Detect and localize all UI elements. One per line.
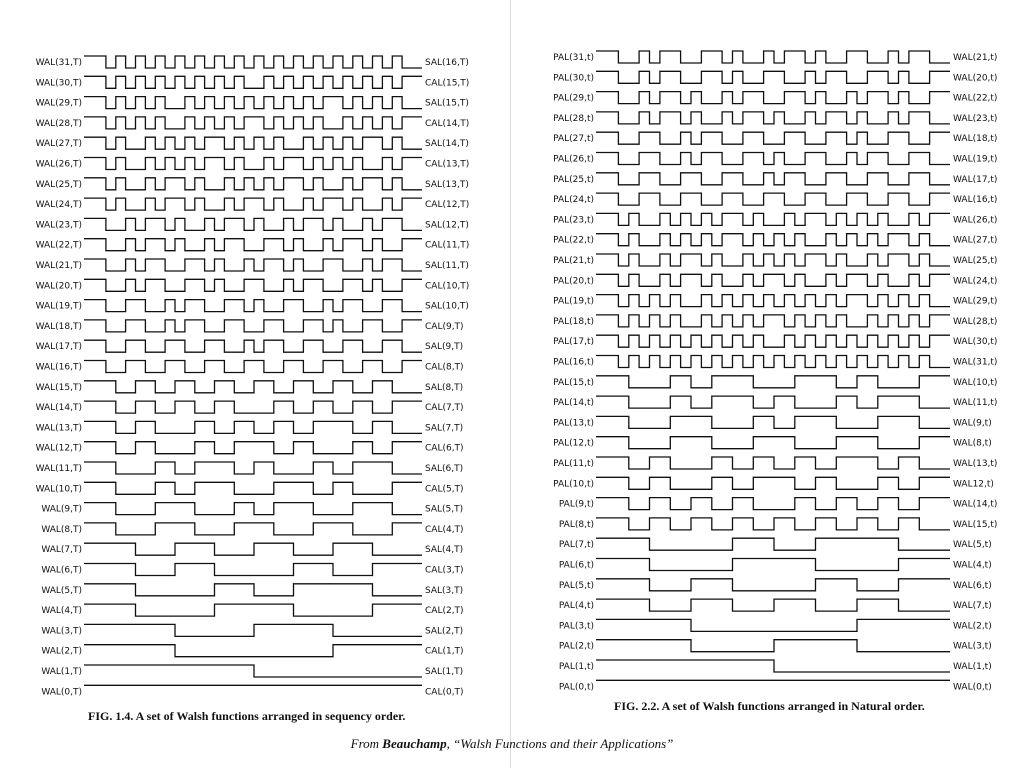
right-function-label: CAL(6,T) bbox=[425, 443, 464, 454]
left-function-label: WAL(11,T) bbox=[35, 464, 82, 474]
left-function-label: WAL(20,T) bbox=[35, 281, 82, 292]
left-function-label: WAL(2,T) bbox=[41, 646, 82, 657]
right-function-label: SAL(15,T) bbox=[425, 98, 469, 109]
right-function-label: WAL(18,t) bbox=[953, 134, 998, 145]
right-function-label: CAL(8,T) bbox=[425, 362, 464, 373]
left-function-label: PAL(16,t) bbox=[553, 357, 594, 368]
right-function-label: WAL(23,t) bbox=[953, 113, 998, 124]
left-function-label: WAL(29,T) bbox=[35, 98, 82, 109]
walsh-wave bbox=[84, 665, 422, 677]
right-function-label: WAL(2,t) bbox=[953, 621, 992, 632]
caption-natural-order bbox=[614, 699, 925, 714]
walsh-wave bbox=[84, 543, 422, 555]
left-function-label: WAL(15,T) bbox=[35, 382, 82, 393]
right-function-label: SAL(11,T) bbox=[425, 261, 469, 271]
walsh-wave bbox=[84, 442, 422, 454]
walsh-wave bbox=[84, 300, 422, 312]
left-function-label: WAL(13,T) bbox=[35, 423, 82, 434]
right-function-label: WAL(9,t) bbox=[953, 418, 992, 429]
left-function-label: PAL(27,t) bbox=[553, 134, 594, 145]
left-function-label: WAL(14,T) bbox=[35, 403, 82, 414]
right-function-label: CAL(0,T) bbox=[425, 687, 464, 698]
left-function-label: PAL(10,t) bbox=[553, 479, 594, 490]
walsh-wave bbox=[84, 624, 422, 636]
left-function-label: PAL(21,t) bbox=[553, 256, 594, 266]
walsh-wave bbox=[596, 213, 950, 225]
right-function-label: SAL(12,T) bbox=[425, 220, 469, 231]
walsh-wave bbox=[596, 132, 950, 144]
walsh-wave bbox=[596, 416, 950, 428]
left-function-label: WAL(27,T) bbox=[35, 139, 82, 150]
left-function-label: PAL(14,t) bbox=[553, 398, 594, 409]
left-function-label: PAL(23,t) bbox=[553, 215, 594, 226]
right-function-label: WAL(26,t) bbox=[953, 215, 998, 226]
walsh-wave bbox=[84, 584, 422, 596]
right-function-label: WAL(8,t) bbox=[953, 438, 992, 449]
right-function-label: CAL(3,T) bbox=[425, 565, 464, 576]
right-function-label: CAL(14,T) bbox=[425, 118, 470, 129]
right-function-label: SAL(4,T) bbox=[425, 545, 464, 556]
walsh-wave bbox=[596, 437, 950, 449]
left-function-label: WAL(24,T) bbox=[35, 200, 82, 211]
right-function-label: CAL(2,T) bbox=[425, 606, 464, 617]
left-function-label: WAL(22,T) bbox=[35, 240, 82, 251]
left-function-label: PAL(3,t) bbox=[558, 621, 594, 632]
left-function-label: WAL(26,T) bbox=[35, 159, 82, 170]
left-function-label: PAL(1,t) bbox=[558, 662, 594, 672]
right-function-label: WAL(11,t) bbox=[953, 398, 998, 409]
credit-title: , “Walsh Functions and their Applications” bbox=[446, 736, 674, 751]
left-function-label: WAL(21,T) bbox=[35, 261, 82, 271]
walsh-wave bbox=[84, 381, 422, 393]
left-function-label: PAL(2,t) bbox=[558, 641, 594, 652]
caption-text: A set of Walsh functions arranged in Natural order. bbox=[659, 699, 925, 713]
walsh-wave bbox=[596, 71, 950, 83]
walsh-wave bbox=[84, 340, 422, 352]
walsh-wave bbox=[84, 421, 422, 433]
walsh-wave bbox=[596, 538, 950, 550]
walsh-wave bbox=[596, 254, 950, 266]
walsh-wave bbox=[84, 239, 422, 251]
right-function-label: CAL(10,T) bbox=[425, 281, 470, 292]
walsh-wave bbox=[596, 295, 950, 307]
right-function-label: WAL(17,t) bbox=[953, 174, 998, 185]
walsh-wave bbox=[84, 259, 422, 271]
left-function-label: PAL(19,t) bbox=[553, 296, 594, 307]
left-function-label: WAL(3,T) bbox=[41, 626, 82, 637]
right-function-label: WAL(27,t) bbox=[953, 235, 998, 246]
walsh-wave bbox=[84, 482, 422, 494]
credit-author: Beauchamp bbox=[382, 736, 447, 751]
right-function-label: SAL(6,T) bbox=[425, 464, 464, 474]
right-function-label: SAL(2,T) bbox=[425, 626, 464, 637]
walsh-wave bbox=[84, 462, 422, 474]
right-function-label: WAL(13,t) bbox=[953, 459, 998, 469]
right-function-label: WAL(0,t) bbox=[953, 682, 992, 693]
walsh-wave bbox=[84, 645, 422, 657]
left-function-label: WAL(7,T) bbox=[41, 545, 82, 556]
left-function-label: WAL(23,T) bbox=[35, 220, 82, 231]
left-function-label: PAL(25,t) bbox=[553, 174, 594, 185]
left-function-label: WAL(16,T) bbox=[35, 362, 82, 373]
walsh-wave bbox=[596, 396, 950, 408]
right-function-label: WAL(4,t) bbox=[953, 560, 992, 571]
right-function-label: CAL(13,T) bbox=[425, 159, 470, 170]
source-credit bbox=[0, 736, 1024, 752]
right-function-label: WAL(1,t) bbox=[953, 662, 992, 672]
walsh-wave bbox=[84, 97, 422, 109]
right-function-label: SAL(13,T) bbox=[425, 179, 469, 190]
left-function-label: WAL(8,T) bbox=[41, 524, 82, 535]
walsh-wave bbox=[84, 56, 422, 68]
walsh-wave bbox=[596, 356, 950, 368]
left-function-label: PAL(0,t) bbox=[558, 682, 594, 693]
right-function-label: CAL(15,T) bbox=[425, 78, 470, 89]
left-function-label: PAL(8,t) bbox=[558, 519, 594, 530]
walsh-wave bbox=[596, 599, 950, 611]
walsh-wave bbox=[596, 376, 950, 388]
right-function-label: WAL(30,t) bbox=[953, 337, 998, 348]
left-function-label: WAL(5,T) bbox=[41, 585, 82, 596]
walsh-wave bbox=[84, 76, 422, 88]
right-function-label: CAL(1,T) bbox=[425, 646, 464, 657]
right-function-label: WAL(20,t) bbox=[953, 73, 998, 84]
right-function-label: WAL(10,t) bbox=[953, 377, 998, 388]
left-function-label: PAL(13,t) bbox=[553, 418, 594, 429]
right-function-label: SAL(14,T) bbox=[425, 139, 469, 150]
left-function-label: PAL(22,t) bbox=[553, 235, 594, 246]
right-function-label: CAL(5,T) bbox=[425, 484, 464, 495]
right-function-label: WAL(16,t) bbox=[953, 195, 998, 206]
left-function-label: PAL(4,t) bbox=[558, 601, 594, 612]
walsh-wave bbox=[84, 503, 422, 515]
right-function-label: WAL(3,t) bbox=[953, 641, 992, 652]
right-function-label: WAL(22,t) bbox=[953, 93, 998, 104]
walsh-wave bbox=[596, 315, 950, 327]
right-function-label: WAL(29,t) bbox=[953, 296, 998, 307]
caption-fig-number: FIG. 2.2. bbox=[614, 699, 660, 713]
caption-text: A set of Walsh functions arranged in sequency order. bbox=[133, 709, 406, 723]
left-function-label: PAL(31,t) bbox=[553, 53, 594, 63]
right-function-label: SAL(8,T) bbox=[425, 382, 464, 393]
left-function-label: WAL(17,T) bbox=[35, 342, 82, 353]
left-function-label: WAL(31,T) bbox=[35, 58, 82, 68]
right-function-label: CAL(7,T) bbox=[425, 403, 464, 414]
credit-from: From bbox=[350, 736, 383, 751]
walsh-wave bbox=[84, 117, 422, 129]
left-function-label: PAL(12,t) bbox=[553, 438, 594, 449]
walsh-wave bbox=[596, 498, 950, 510]
walsh-wave bbox=[596, 51, 950, 63]
right-function-label: WAL(15,t) bbox=[953, 519, 998, 530]
left-function-label: WAL(6,T) bbox=[41, 565, 82, 576]
left-function-label: PAL(26,t) bbox=[553, 154, 594, 165]
right-function-label: CAL(4,T) bbox=[425, 524, 464, 535]
left-function-label: PAL(5,t) bbox=[558, 580, 594, 591]
walsh-wave bbox=[596, 640, 950, 652]
right-function-label: WAL(14,t) bbox=[953, 499, 998, 510]
walsh-wave bbox=[596, 92, 950, 104]
left-function-label: PAL(15,t) bbox=[553, 377, 594, 388]
right-function-label: WAL(28,t) bbox=[953, 316, 998, 327]
walsh-wave bbox=[84, 137, 422, 149]
walsh-wave bbox=[596, 274, 950, 286]
walsh-wave bbox=[596, 619, 950, 631]
left-function-label: PAL(6,t) bbox=[558, 560, 594, 571]
left-function-label: PAL(18,t) bbox=[553, 316, 594, 327]
right-function-label: SAL(16,T) bbox=[425, 58, 469, 68]
walsh-wave bbox=[84, 564, 422, 576]
right-function-label: SAL(3,T) bbox=[425, 585, 464, 596]
walsh-wave bbox=[84, 604, 422, 616]
right-function-label: CAL(9,T) bbox=[425, 321, 464, 332]
walsh-wave bbox=[84, 401, 422, 413]
left-function-label: PAL(9,t) bbox=[558, 499, 594, 510]
right-function-label: WAL12,t) bbox=[953, 479, 994, 490]
walsh-wave bbox=[596, 518, 950, 530]
walsh-wave bbox=[596, 234, 950, 246]
left-function-label: WAL(30,T) bbox=[35, 78, 82, 89]
left-function-label: WAL(18,T) bbox=[35, 321, 82, 332]
left-function-label: PAL(20,t) bbox=[553, 276, 594, 287]
figure-natural-order bbox=[553, 51, 997, 692]
left-function-label: WAL(28,T) bbox=[35, 118, 82, 129]
walsh-wave bbox=[84, 158, 422, 170]
walsh-wave bbox=[84, 361, 422, 373]
right-function-label: SAL(7,T) bbox=[425, 423, 464, 434]
walsh-wave bbox=[596, 579, 950, 591]
left-function-label: PAL(29,t) bbox=[553, 93, 594, 104]
walsh-wave bbox=[84, 523, 422, 535]
left-function-label: PAL(30,t) bbox=[553, 73, 594, 84]
walsh-wave bbox=[84, 279, 422, 291]
right-function-label: SAL(1,T) bbox=[425, 667, 464, 677]
walsh-wave bbox=[596, 457, 950, 469]
right-function-label: SAL(5,T) bbox=[425, 504, 464, 515]
left-function-label: WAL(9,T) bbox=[41, 504, 82, 515]
right-function-label: WAL(7,t) bbox=[953, 601, 992, 612]
right-function-label: CAL(12,T) bbox=[425, 200, 470, 211]
walsh-wave bbox=[84, 218, 422, 230]
right-function-label: WAL(31,t) bbox=[953, 357, 998, 368]
right-function-label: WAL(5,t) bbox=[953, 540, 992, 551]
left-function-label: PAL(28,t) bbox=[553, 113, 594, 124]
caption-sequency-order bbox=[88, 709, 405, 724]
right-function-label: CAL(11,T) bbox=[425, 240, 470, 251]
right-function-label: SAL(10,T) bbox=[425, 301, 469, 312]
left-function-label: WAL(4,T) bbox=[41, 606, 82, 617]
walsh-wave bbox=[596, 173, 950, 185]
caption-fig-number: FIG. 1.4. bbox=[88, 709, 134, 723]
left-function-label: WAL(19,T) bbox=[35, 301, 82, 312]
left-function-label: WAL(12,T) bbox=[35, 443, 82, 454]
left-function-label: WAL(1,T) bbox=[41, 667, 82, 677]
walsh-wave bbox=[84, 178, 422, 190]
right-function-label: WAL(24,t) bbox=[953, 276, 998, 287]
walsh-wave bbox=[84, 320, 422, 332]
walsh-wave bbox=[596, 112, 950, 124]
walsh-wave bbox=[84, 198, 422, 210]
walsh-wave bbox=[596, 559, 950, 571]
walsh-wave bbox=[596, 660, 950, 672]
left-function-label: WAL(10,T) bbox=[35, 484, 82, 495]
left-function-label: WAL(0,T) bbox=[41, 687, 82, 698]
right-function-label: SAL(9,T) bbox=[425, 342, 464, 353]
walsh-wave bbox=[596, 477, 950, 489]
walsh-wave bbox=[596, 193, 950, 205]
left-function-label: PAL(11,t) bbox=[553, 459, 594, 469]
walsh-wave bbox=[596, 153, 950, 165]
walsh-wave bbox=[596, 335, 950, 347]
right-function-label: WAL(25,t) bbox=[953, 256, 998, 266]
figure-sequency-order bbox=[36, 56, 470, 697]
left-function-label: PAL(24,t) bbox=[553, 195, 594, 206]
left-function-label: WAL(25,T) bbox=[35, 179, 82, 190]
left-function-label: PAL(17,t) bbox=[553, 337, 594, 348]
right-function-label: WAL(21,t) bbox=[953, 53, 998, 63]
right-function-label: WAL(19,t) bbox=[953, 154, 998, 165]
left-function-label: PAL(7,t) bbox=[558, 540, 594, 551]
right-function-label: WAL(6,t) bbox=[953, 580, 992, 591]
